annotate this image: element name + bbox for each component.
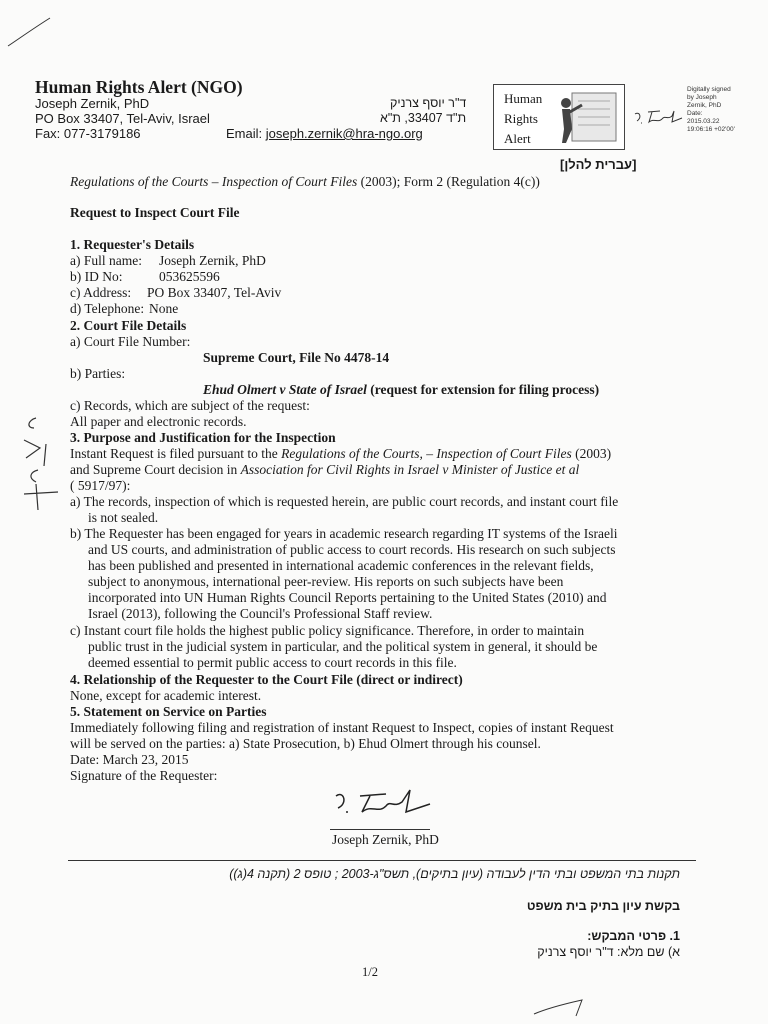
- field-full-name: a) Full name: Joseph Zernik, PhD: [70, 253, 266, 268]
- section5-text: Immediately following filing and registration of instant Request to Inspect, copies of instant Request will be served on the parties: a) State Prosecution, b) Ehud Olmert through his counsel.: [70, 720, 614, 751]
- section3-heading: 3. Purpose and Justification for the Inspection: [70, 430, 336, 445]
- field-telephone: d) Telephone: None: [70, 301, 179, 316]
- file-number-value: Supreme Court, File No 4478-14: [203, 350, 390, 365]
- records-label: c) Records, which are subject of the request:: [70, 398, 310, 413]
- pen-mark-top-left: [0, 10, 60, 50]
- section3-item-a: a) The records, inspection of which is requested herein, are public court records, and instant court file is not sealed.: [70, 494, 619, 525]
- header-address: PO Box 33407, Tel-Aviv, Israel: [35, 111, 210, 126]
- file-number-label: a) Court File Number:: [70, 334, 191, 349]
- field-address: c) Address: PO Box 33407, Tel-Aviv: [70, 285, 282, 300]
- hebrew-separator: [68, 860, 696, 861]
- header-fax: Fax: 077-3179186: [35, 126, 141, 141]
- header-person: Joseph Zernik, PhD: [35, 96, 150, 111]
- field-id-no: b) ID No: 053625596: [70, 269, 220, 284]
- section4-heading: 4. Relationship of the Requester to the Court File (direct or indirect): [70, 672, 463, 687]
- form-title: Request to Inspect Court File: [70, 205, 240, 220]
- parties-value: Ehud Olmert v State of Israel (request for extension for filing process): [203, 382, 600, 397]
- signature-label: Signature of the Requester:: [70, 768, 218, 783]
- parties-label: b) Parties:: [70, 366, 126, 381]
- logo-figure-icon: [552, 89, 620, 145]
- email-link[interactable]: joseph.zernik@hra-ngo.org: [265, 126, 423, 141]
- email-label: Email:: [226, 126, 263, 141]
- section4-text: None, except for academic interest.: [70, 688, 262, 703]
- hebrew-regulation: תקנות בתי המשפט ובתי הדין לעבודה (עיון בתיקים), תשס"ג-2003 ; טופס 2 (תקנה 4(ג)): [229, 867, 680, 881]
- logo-word-rights: Rights: [504, 111, 538, 126]
- section2-heading: 2. Court File Details: [70, 318, 187, 333]
- signature-rule: [330, 829, 430, 830]
- hebrew-title: בקשת עיון בתיק בית משפט: [526, 899, 680, 913]
- logo-word-human: Human: [504, 91, 543, 106]
- hebrew-heading: 1. פרטי המבקש:: [587, 929, 680, 943]
- hebrew-address: ת"ד 33407, ת"א: [380, 111, 467, 125]
- logo-word-alert: Alert: [504, 131, 531, 146]
- hebrew-name: ד"ר יוסף צרניק: [390, 96, 467, 110]
- handwritten-signature: [330, 786, 440, 820]
- section3-item-c: c) Instant court file holds the highest public policy significance. Therefore, in order to maintain public trust in the judicial system in particular, and the political system in general, it should be deemed essential to permit public access to court records in this file.: [70, 623, 598, 670]
- requester-fields: [70, 253, 281, 317]
- digital-signature-text: Digitally signed by Joseph Zernik, PhD Date: 2015.03.22 19:06:16 +02'00': [687, 86, 735, 133]
- hebrew-follows-note: [עברית להלן]: [560, 157, 637, 172]
- section1-heading: 1. Requester's Details: [70, 237, 195, 252]
- margin-handwriting: [18, 414, 66, 514]
- org-name: Human Rights Alert (NGO): [35, 77, 243, 97]
- section3-intro: Instant Request is filed pursuant to the Regulations of the Courts, – Inspection of Court Files (2003) and Supreme Court decision in Association for Civil Rights in Israel v Minister of Justice et al ( 5917/97):: [70, 446, 612, 493]
- section3-item-b: b) The Requester has been engaged for years in academic research regarding IT systems of the Israeli and US courts, and administration of public access to court records. His research on such subjects has been published and presented in international academic conferences in the relevant fields, subject to anonymous, international peer-review. His reports on such subjects have been incorporated into UN Human Rights Council Reports pertaining to the United States (2010) and Israel (2013), following the Council's Professional Staff review.: [70, 526, 618, 621]
- regulation-line: Regulations of the Courts – Inspection of Court Files (2003); Form 2 (Regulation 4(c)): [70, 174, 540, 189]
- section5-heading: 5. Statement on Service on Parties: [70, 704, 267, 719]
- hebrew-field: א) שם מלא: ד"ר יוסף צרניק: [537, 945, 680, 959]
- date-line: Date: March 23, 2015: [70, 752, 189, 767]
- signature-name: Joseph Zernik, PhD: [332, 832, 439, 847]
- digital-signature-mark: [632, 108, 684, 130]
- records-value: All paper and electronic records.: [70, 414, 247, 429]
- hra-logo: [493, 84, 625, 150]
- header-email-row: [226, 126, 423, 141]
- page-number: 1/2: [362, 965, 378, 979]
- pen-mark-bottom: [530, 996, 590, 1020]
